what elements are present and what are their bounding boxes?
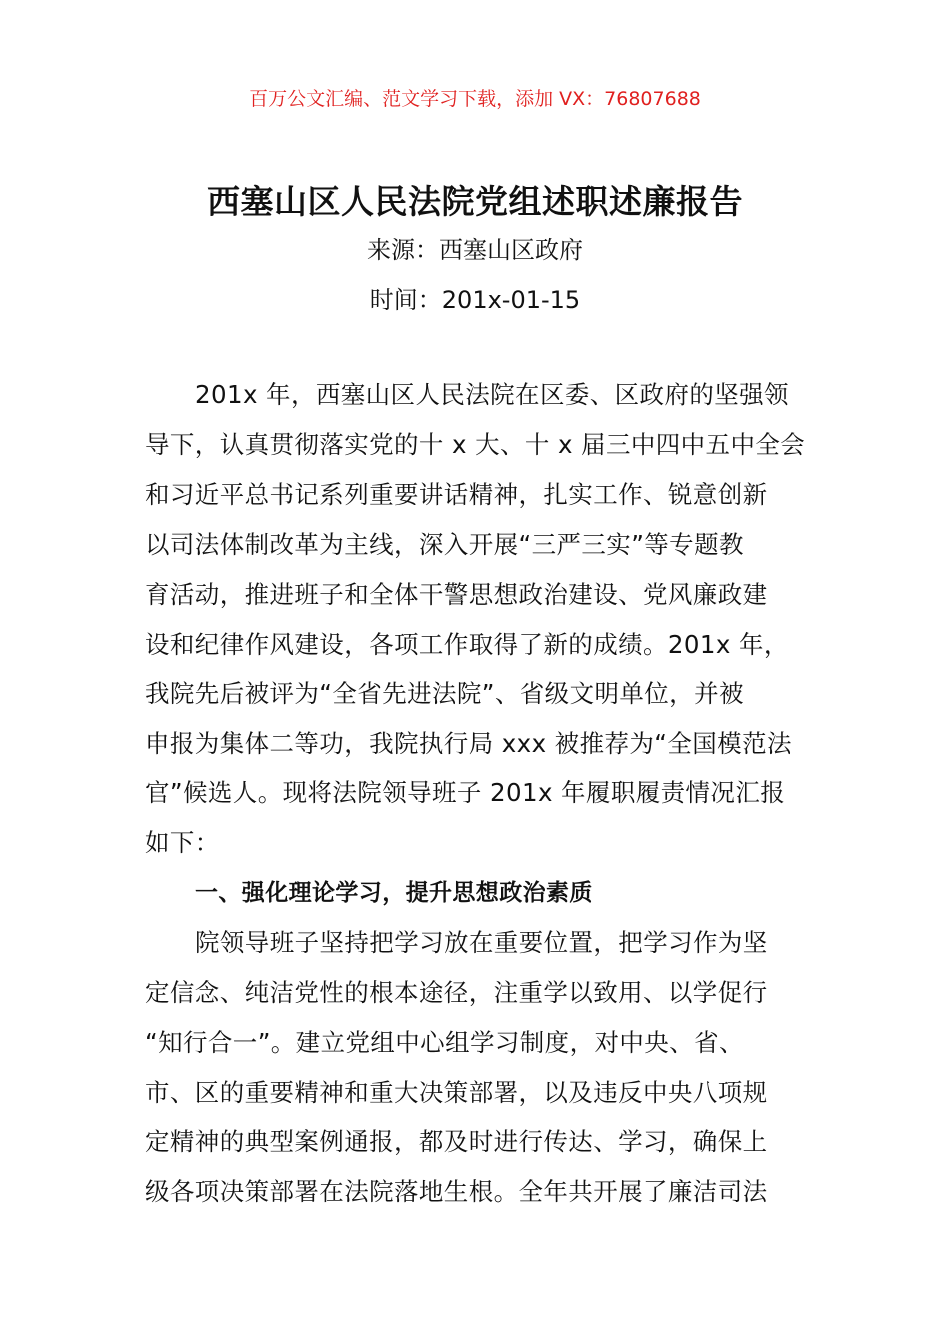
paragraph-line: 定信念、纯洁党性的根本途径，注重学以致用、以学促行 [145,978,768,1007]
paragraph-line: 官”候选人。现将法院领导班子 201x 年履职履责情况汇报 [145,778,786,807]
document-title: 西塞山区人民法院党组述职述廉报告 [207,182,743,221]
paragraph-line: 市、区的重要精神和重大决策部署，以及违反中央八项规 [145,1078,768,1107]
paragraph-line: 院领导班子坚持把学习放在重要位置，把学习作为坚 [195,928,768,957]
section-heading: 一、强化理论学习，提升思想政治素质 [195,880,593,906]
paragraph-line: 育活动，推进班子和全体干警思想政治建设、党风廉政建 [145,580,768,609]
paragraph-line: 设和纪律作风建设，各项工作取得了新的成绩。201x 年， [145,630,789,659]
paragraph-line: 我院先后被评为“全省先进法院”、省级文明单位，并被 [145,679,744,708]
paragraph-line: 和习近平总书记系列重要讲话精神，扎实工作、锐意创新 [145,480,768,509]
paragraph-line: 导下，认真贯彻落实党的十 x 大、十 x 届三中四中五中全会 [145,430,806,459]
download-banner: 百万公文汇编、范文学习下载，添加 VX：76807688 [249,88,701,110]
paragraph-line: 201x 年，西塞山区人民法院在区委、区政府的坚强领 [195,380,789,409]
paragraph-line: 以司法体制改革为主线，深入开展“三严三实”等专题教 [145,530,744,559]
paragraph-line: 定精神的典型案例通报，都及时进行传达、学习，确保上 [145,1127,768,1156]
document-source: 来源：西塞山区政府 [367,236,583,264]
paragraph-line: “知行合一”。建立党组中心组学习制度，对中央、省、 [145,1028,744,1057]
paragraph-line: 如下： [145,828,220,857]
document-time: 时间：201x-01-15 [369,286,581,314]
paragraph-line: 申报为集体二等功，我院执行局 xxx 被推荐为“全国模范法 [145,729,792,758]
paragraph-line: 级各项决策部署在法院落地生根。全年共开展了廉洁司法 [145,1177,768,1206]
